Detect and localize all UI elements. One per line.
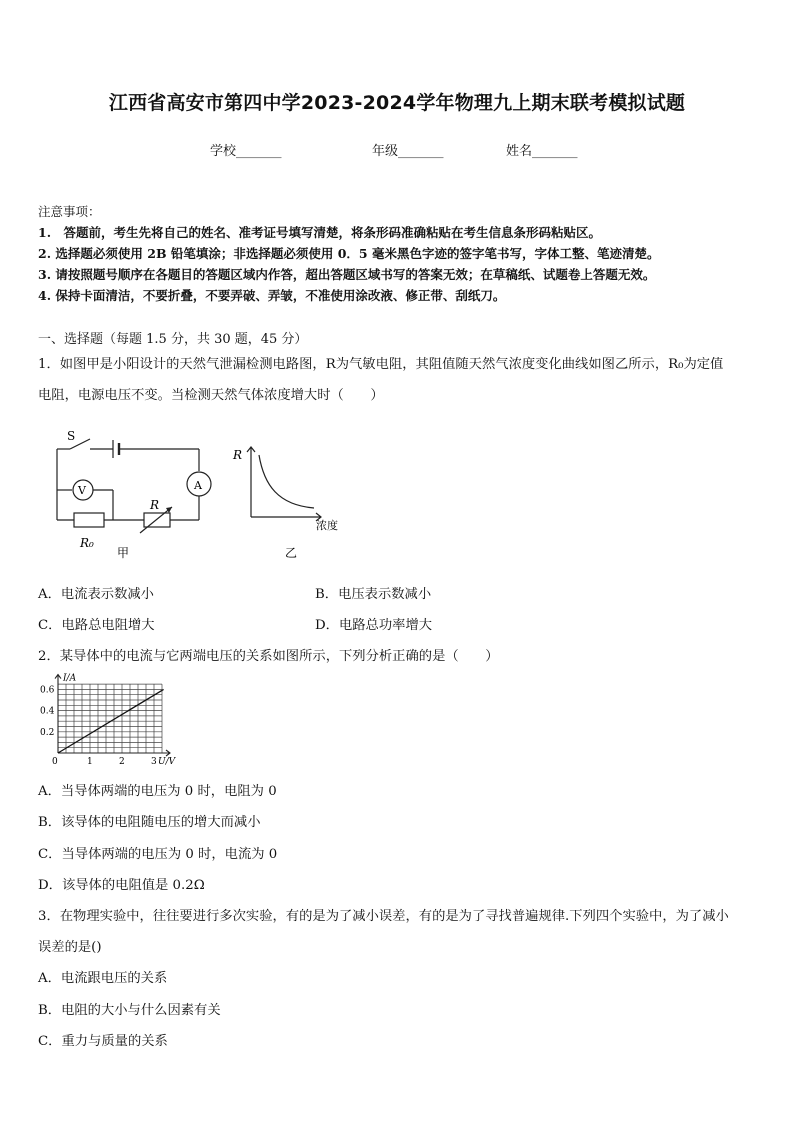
arrow-head (166, 507, 172, 513)
fig-yi-label: 乙 (285, 546, 298, 560)
q3-stem-line2: 误差的是() (38, 940, 102, 955)
y-tick-label: 0.4 (40, 706, 55, 717)
q1-option-d: D．电路总功率增大 (315, 618, 433, 633)
q3-option-b: B．电阻的大小与什么因素有关 (38, 1003, 221, 1018)
r-label: R (150, 498, 160, 512)
q1-option-b: B．电压表示数减小 (315, 587, 432, 602)
q1-option-a: A．电流表示数减小 (38, 587, 154, 602)
y-axis-label: I/A (63, 673, 77, 684)
sensor-resistor (144, 513, 170, 527)
note-item: 1. 答题前，考生先将自己的姓名、准考证号填写清楚，将条形码准确粘贴在考生信息条形码粘贴区。 (38, 225, 602, 240)
q1-option-c: C．电路总电阻增大 (38, 618, 155, 633)
voltmeter-label: V (78, 484, 86, 497)
y-tick-label: 0.6 (40, 685, 55, 696)
ammeter-label: A (194, 479, 202, 492)
x-tick-label: 2 (119, 757, 125, 767)
x-axis-label: U/V (158, 757, 176, 767)
notes-heading: 注意事项： (38, 204, 101, 219)
fig-jia-label: 甲 (117, 546, 130, 560)
q1-figure (40, 425, 360, 565)
q1-stem-line1: 1．如图甲是小阳设计的天然气泄漏检测电路图，R为气敏电阻，其阻值随天然气浓度变化曲线如图乙所示，R₀为定值 (38, 357, 724, 372)
note-item: 2. 选择题必须使用 2B 铅笔填涂；非选择题必须使用 0．5 毫米黑色字迹的签字笔书写，字体工整、笔迹清楚。 (38, 246, 660, 261)
q2-option-c: C．当导体两端的电压为 0 时，电流为 0 (38, 847, 278, 862)
school-field: 学校_______ (210, 144, 282, 159)
q3-option-c: C．重力与质量的关系 (38, 1034, 168, 1049)
q3-option-a: A．电流跟电压的关系 (38, 971, 168, 986)
switch-label: S (67, 429, 76, 443)
graph-x-axis: 浓度 (316, 519, 338, 532)
y-tick-label: 0.2 (40, 727, 55, 738)
x-tick-label: 1 (87, 757, 93, 767)
q2-stem: 2．某导体中的电流与它两端电压的关系如图所示，下列分析正确的是（ ） (38, 649, 499, 664)
section-heading: 一、选择题（每题 1.5 分，共 30 题，45 分） (38, 332, 308, 347)
grade-field: 年级_______ (372, 144, 444, 159)
note-item: 4. 保持卡面清洁，不要折叠，不要弄破、弄皱，不准使用涂改液、修正带、刮纸刀。 (38, 288, 506, 303)
x-tick-label: 0 (52, 757, 58, 767)
note-item: 3. 请按照题号顺序在各题目的答题区域内作答，超出答题区域书写的答案无效；在草稿纸、试题卷上答题无效。 (38, 267, 656, 282)
graph-r-axis: R (233, 448, 243, 462)
resistor-r0 (74, 513, 104, 527)
q1-stem-line2: 电阻，电源电压不变。当检测天然气体浓度增大时（ ） (38, 388, 384, 403)
q2-iu-chart (36, 668, 176, 772)
q3-stem-line1: 3．在物理实验中，往往要进行多次实验，有的是为了减小误差，有的是为了寻找普遍规律.下列四个实验中，为了减小 (38, 909, 729, 924)
x-tick-label: 3 (151, 757, 157, 767)
notes-block (38, 201, 659, 306)
page-title: 江西省高安市第四中学2023-2024学年物理九上期末联考模拟试题 (108, 92, 686, 114)
q2-option-a: A．当导体两端的电压为 0 时，电阻为 0 (38, 784, 277, 799)
q2-option-b: B．该导体的电阻随电压的增大而减小 (38, 815, 261, 830)
resistance-curve (259, 455, 314, 508)
r0-label: R₀ (80, 536, 94, 550)
q2-option-d: D．该导体的电阻值是 0.2Ω (38, 878, 205, 893)
name-field: 姓名_______ (506, 144, 578, 159)
